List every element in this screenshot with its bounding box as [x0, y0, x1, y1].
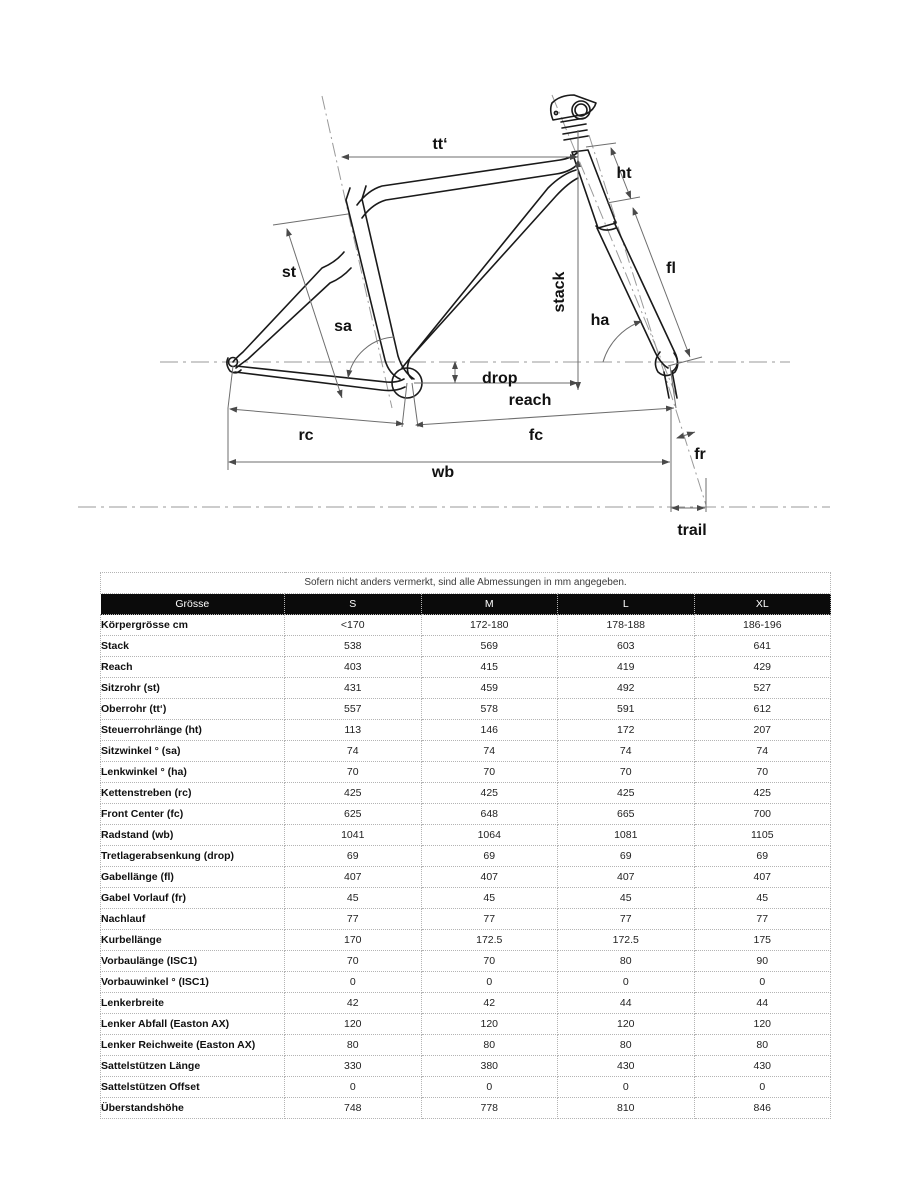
cell-value: 45	[285, 888, 422, 909]
table-row	[101, 783, 831, 804]
cell-value: <170	[285, 615, 422, 636]
cell-value: 0	[421, 972, 558, 993]
cell-value: 42	[285, 993, 422, 1014]
row-label: Kurbellänge	[101, 930, 285, 951]
cell-value: 172.5	[558, 930, 695, 951]
top-tube	[357, 152, 578, 205]
cell-value: 74	[285, 741, 422, 762]
column-header-s: S	[285, 594, 422, 615]
table-row	[101, 741, 831, 762]
table-row	[101, 972, 831, 993]
row-label: Sattelstützen Offset	[101, 1077, 285, 1098]
label-fl: fl	[666, 260, 676, 277]
cell-value: 415	[421, 657, 558, 678]
table-row	[101, 804, 831, 825]
cell-value: 612	[694, 699, 831, 720]
rc-ext-bb	[402, 383, 407, 427]
cell-value: 70	[558, 762, 695, 783]
cell-value: 45	[694, 888, 831, 909]
cell-value: 430	[694, 1056, 831, 1077]
table-row	[101, 1035, 831, 1056]
cell-value: 569	[421, 636, 558, 657]
cell-value: 1064	[421, 825, 558, 846]
cell-value: 77	[421, 909, 558, 930]
table-note-row	[101, 573, 831, 594]
cell-value: 175	[694, 930, 831, 951]
cell-value: 0	[558, 1077, 695, 1098]
label-fr: fr	[694, 446, 706, 463]
cell-value: 80	[694, 1035, 831, 1056]
cell-value: 0	[694, 1077, 831, 1098]
ht-ext-top	[586, 143, 616, 147]
cell-value: 42	[421, 993, 558, 1014]
cell-value: 648	[421, 804, 558, 825]
cell-value: 120	[558, 1014, 695, 1035]
cell-value: 80	[285, 1035, 422, 1056]
cell-value: 80	[421, 1035, 558, 1056]
cell-value: 90	[694, 951, 831, 972]
label-fc: fc	[528, 427, 544, 444]
seat-tube-axis	[322, 96, 392, 408]
table-row	[101, 846, 831, 867]
seat-tube	[346, 188, 400, 379]
cell-value: 0	[285, 1077, 422, 1098]
row-label: Radstand (wb)	[101, 825, 285, 846]
row-label: Lenker Reichweite (Easton AX)	[101, 1035, 285, 1056]
cell-value: 45	[421, 888, 558, 909]
bicycle-geometry-drawing	[0, 0, 900, 560]
stem-bolt	[554, 111, 557, 114]
row-label: Vorbauwinkel ° (ISC1)	[101, 972, 285, 993]
chain-stay-top	[236, 366, 404, 382]
rc-ext-rear	[228, 366, 233, 408]
cell-value: 170	[285, 930, 422, 951]
cell-value: 0	[694, 972, 831, 993]
head-tube-outline	[572, 150, 616, 228]
cell-value: 146	[421, 720, 558, 741]
fr-dim-line	[677, 432, 695, 438]
row-label: Tretlagerabsenkung (drop)	[101, 846, 285, 867]
table-row	[101, 762, 831, 783]
table-row	[101, 867, 831, 888]
cell-value: 810	[558, 1098, 695, 1119]
label-stack: stack	[551, 271, 568, 313]
cell-value: 492	[558, 678, 695, 699]
cell-value: 120	[285, 1014, 422, 1035]
table-row	[101, 678, 831, 699]
cell-value: 44	[558, 993, 695, 1014]
geometry-diagram	[0, 0, 900, 560]
cell-value: 425	[694, 783, 831, 804]
label-st: st	[281, 264, 297, 281]
cell-value: 425	[558, 783, 695, 804]
fork-crown	[596, 226, 616, 230]
cell-value: 0	[285, 972, 422, 993]
fc-dim-line	[416, 408, 674, 425]
table-row	[101, 720, 831, 741]
column-header-l: L	[558, 594, 695, 615]
cell-value: 77	[694, 909, 831, 930]
row-label: Sattelstützen Länge	[101, 1056, 285, 1077]
cell-value: 641	[694, 636, 831, 657]
fork-blade-inner	[597, 228, 668, 368]
cell-value: 380	[421, 1056, 558, 1077]
cell-value: 77	[558, 909, 695, 930]
row-label: Reach	[101, 657, 285, 678]
table-row	[101, 1098, 831, 1119]
cell-value: 70	[285, 762, 422, 783]
table-row	[101, 699, 831, 720]
cell-value: 172.5	[421, 930, 558, 951]
label-ha: ha	[590, 312, 610, 329]
cell-value: 70	[285, 951, 422, 972]
cell-value: 69	[421, 846, 558, 867]
row-label: Nachlauf	[101, 909, 285, 930]
cell-value: 69	[694, 846, 831, 867]
row-label: Gabellänge (fl)	[101, 867, 285, 888]
table-note: Sofern nicht anders vermerkt, sind alle Abmessungen in mm angegeben.	[101, 573, 831, 594]
cell-value: 0	[558, 972, 695, 993]
cell-value: 665	[558, 804, 695, 825]
geometry-table-container	[100, 572, 830, 1119]
cell-value: 407	[558, 867, 695, 888]
geometry-table	[100, 572, 831, 1119]
frame-outline	[227, 152, 578, 398]
cell-value: 407	[285, 867, 422, 888]
seat-tube-inner	[362, 186, 414, 379]
table-row	[101, 993, 831, 1014]
table-row	[101, 951, 831, 972]
cell-value: 431	[285, 678, 422, 699]
cell-value: 578	[421, 699, 558, 720]
row-label: Sitzwinkel ° (sa)	[101, 741, 285, 762]
cell-value: 120	[694, 1014, 831, 1035]
cell-value: 459	[421, 678, 558, 699]
cell-value: 1081	[558, 825, 695, 846]
label-drop: drop	[482, 370, 518, 387]
row-label: Lenkerbreite	[101, 993, 285, 1014]
table-row	[101, 615, 831, 636]
column-header-xl: XL	[694, 594, 831, 615]
table-row	[101, 657, 831, 678]
row-label: Kettenstreben (rc)	[101, 783, 285, 804]
label-wb: wb	[431, 464, 455, 481]
cell-value: 178-188	[558, 615, 695, 636]
table-row	[101, 636, 831, 657]
cell-value: 172-180	[421, 615, 558, 636]
column-header-m: M	[421, 594, 558, 615]
row-label: Körpergrösse cm	[101, 615, 285, 636]
cell-value: 172	[558, 720, 695, 741]
row-label: Überstandshöhe	[101, 1098, 285, 1119]
table-row	[101, 1077, 831, 1098]
cell-value: 80	[558, 1035, 695, 1056]
cell-value: 846	[694, 1098, 831, 1119]
row-label: Lenkwinkel ° (ha)	[101, 762, 285, 783]
cell-value: 186-196	[694, 615, 831, 636]
cell-value: 1105	[694, 825, 831, 846]
cell-value: 538	[285, 636, 422, 657]
cell-value: 77	[285, 909, 422, 930]
sa-angle-arc	[348, 337, 394, 378]
cell-value: 0	[421, 1077, 558, 1098]
cell-value: 120	[421, 1014, 558, 1035]
table-row	[101, 825, 831, 846]
cell-value: 748	[285, 1098, 422, 1119]
cell-value: 430	[558, 1056, 695, 1077]
ht-ext-bot	[607, 197, 640, 203]
label-reach: reach	[508, 392, 552, 409]
row-label: Stack	[101, 636, 285, 657]
cell-value: 45	[558, 888, 695, 909]
cell-value: 80	[558, 951, 695, 972]
row-label: Vorbaulänge (ISC1)	[101, 951, 285, 972]
cell-value: 74	[421, 741, 558, 762]
cell-value: 44	[694, 993, 831, 1014]
cell-value: 403	[285, 657, 422, 678]
row-label: Oberrohr (tt‘)	[101, 699, 285, 720]
cell-value: 74	[694, 741, 831, 762]
label-tt: tt‘	[432, 136, 448, 153]
cell-value: 407	[694, 867, 831, 888]
row-label: Sitzrohr (st)	[101, 678, 285, 699]
cell-value: 527	[694, 678, 831, 699]
table-header-row	[101, 594, 831, 615]
cell-value: 69	[285, 846, 422, 867]
cell-value: 207	[694, 720, 831, 741]
cell-value: 69	[558, 846, 695, 867]
label-sa: sa	[334, 318, 352, 335]
cell-value: 425	[285, 783, 422, 804]
cell-value: 778	[421, 1098, 558, 1119]
label-ht: ht	[616, 165, 632, 182]
cell-value: 113	[285, 720, 422, 741]
label-rc: rc	[298, 427, 314, 444]
cell-value: 330	[285, 1056, 422, 1077]
row-label: Steuerrohrlänge (ht)	[101, 720, 285, 741]
table-row	[101, 1014, 831, 1035]
dimension-labels	[282, 136, 707, 539]
cell-value: 425	[421, 783, 558, 804]
label-trail: trail	[677, 522, 707, 539]
cell-value: 70	[694, 762, 831, 783]
rc-dim-line	[230, 409, 404, 424]
fc-ext-bb	[412, 383, 418, 427]
table-row	[101, 888, 831, 909]
cell-value: 603	[558, 636, 695, 657]
steerer-spacers	[561, 118, 588, 140]
st-ext-top	[273, 214, 348, 225]
cell-value: 74	[558, 741, 695, 762]
row-label: Front Center (fc)	[101, 804, 285, 825]
cell-value: 557	[285, 699, 422, 720]
cell-value: 429	[694, 657, 831, 678]
cell-value: 419	[558, 657, 695, 678]
cell-value: 700	[694, 804, 831, 825]
cell-value: 625	[285, 804, 422, 825]
cell-value: 1041	[285, 825, 422, 846]
column-header-label: Grösse	[101, 594, 285, 615]
cell-value: 70	[421, 951, 558, 972]
cell-value: 407	[421, 867, 558, 888]
cell-value: 591	[558, 699, 695, 720]
reference-centerlines	[78, 362, 830, 507]
table-row	[101, 909, 831, 930]
table-row	[101, 930, 831, 951]
row-label: Gabel Vorlauf (fr)	[101, 888, 285, 909]
table-row	[101, 1056, 831, 1077]
cell-value: 70	[421, 762, 558, 783]
row-label: Lenker Abfall (Easton AX)	[101, 1014, 285, 1035]
